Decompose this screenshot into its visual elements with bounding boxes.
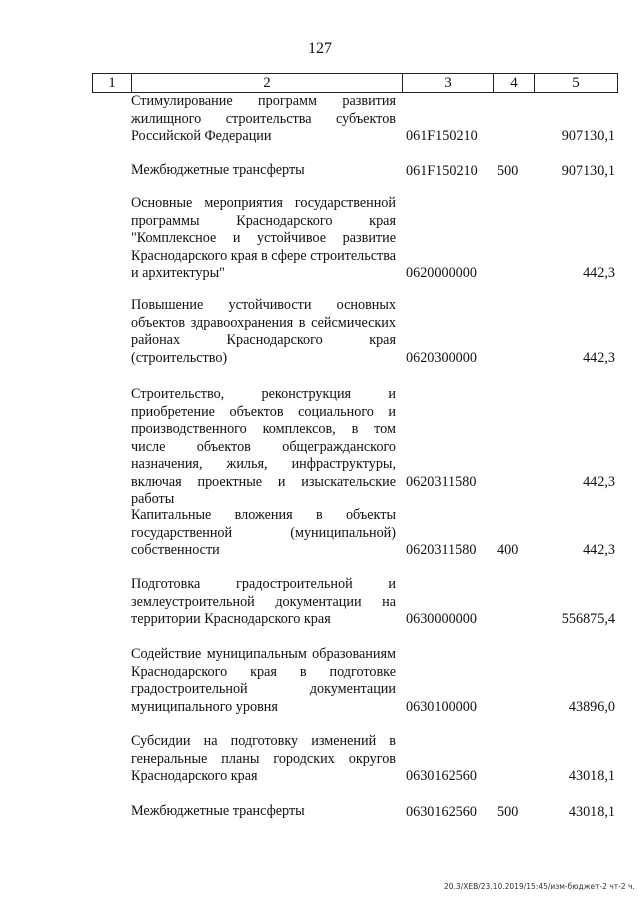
row-amount: 442,3 bbox=[583, 349, 615, 366]
row-description: Основные мероприятия государственной программы Краснодарского края "Комплексное и устойчивое развитие Краснодарского края в сфере строительства и архитектуры" bbox=[131, 195, 397, 281]
row-type: 500 bbox=[497, 162, 519, 179]
row-code: 0630162560 bbox=[406, 803, 477, 820]
row-code: 061F150210 bbox=[406, 127, 478, 144]
row-code: 0630100000 bbox=[406, 698, 477, 715]
header-col-3: 3 bbox=[403, 74, 494, 92]
row-code: 0620311580 bbox=[406, 473, 477, 490]
row-code: 061F150210 bbox=[406, 162, 478, 179]
table-row bbox=[131, 93, 615, 145]
row-description: Строительство, реконструкция и приобретение объектов социального и производственного комплексов, в том числе объектов общегражданского назначения, жилья, инфраструктуры, включая проектные и изыскательские работы bbox=[131, 386, 396, 507]
row-description: Межбюджетные трансферты bbox=[131, 803, 305, 819]
table-row bbox=[131, 386, 615, 507]
row-amount: 43896,0 bbox=[568, 698, 615, 715]
table-row bbox=[131, 646, 615, 716]
header-col-1: 1 bbox=[93, 74, 132, 92]
row-amount: 442,3 bbox=[583, 541, 615, 558]
table-row bbox=[131, 507, 615, 559]
row-code: 0630000000 bbox=[406, 610, 477, 627]
row-amount: 43018,1 bbox=[568, 767, 615, 784]
row-code: 0620000000 bbox=[406, 264, 477, 281]
header-col-4: 4 bbox=[494, 74, 535, 92]
row-amount: 442,3 bbox=[583, 264, 615, 281]
page-number: 127 bbox=[308, 40, 332, 57]
row-description: Повышение устойчивости основных объектов здравоохранения в сейсмических районах Краснодарского края (строительство) bbox=[131, 297, 396, 366]
table-header bbox=[92, 73, 618, 93]
row-code: 0620300000 bbox=[406, 349, 477, 366]
row-code: 0630162560 bbox=[406, 767, 477, 784]
row-code: 0620311580 bbox=[406, 541, 477, 558]
row-type: 500 bbox=[497, 803, 519, 820]
row-description: Содействие муниципальным образованиям Краснодарского края в подготовке градостроительной документации муниципального уровня bbox=[131, 646, 396, 715]
row-amount: 907130,1 bbox=[561, 127, 615, 144]
row-description: Капитальные вложения в объекты государственной (муниципальной) собственности bbox=[131, 507, 396, 558]
row-description: Межбюджетные трансферты bbox=[131, 162, 305, 178]
header-col-5: 5 bbox=[572, 75, 580, 91]
table-row bbox=[131, 162, 615, 180]
document-footer-stamp: 20.3/ХЕВ/23.10.2019/15:45/изм-бюджет-2 чт-2 ч. bbox=[444, 882, 635, 891]
row-description: Стимулирование программ развития жилищного строительства субъектов Российской Федерации bbox=[131, 93, 396, 144]
row-amount: 442,3 bbox=[583, 473, 615, 490]
table-row bbox=[131, 195, 615, 282]
row-description: Субсидии на подготовку изменений в генеральные планы городских округов Краснодарского края bbox=[131, 733, 396, 784]
header-col-2: 2 bbox=[132, 74, 403, 92]
table-row bbox=[131, 297, 615, 367]
row-type: 400 bbox=[497, 541, 519, 558]
row-amount: 556875,4 bbox=[561, 610, 615, 627]
table-row bbox=[131, 576, 615, 628]
table-row bbox=[131, 733, 615, 785]
row-amount: 43018,1 bbox=[568, 803, 615, 820]
table-row bbox=[131, 803, 615, 821]
row-description: Подготовка градостроительной и землеустроительной документации на территории Краснодарского края bbox=[131, 576, 396, 627]
row-amount: 907130,1 bbox=[561, 162, 615, 179]
